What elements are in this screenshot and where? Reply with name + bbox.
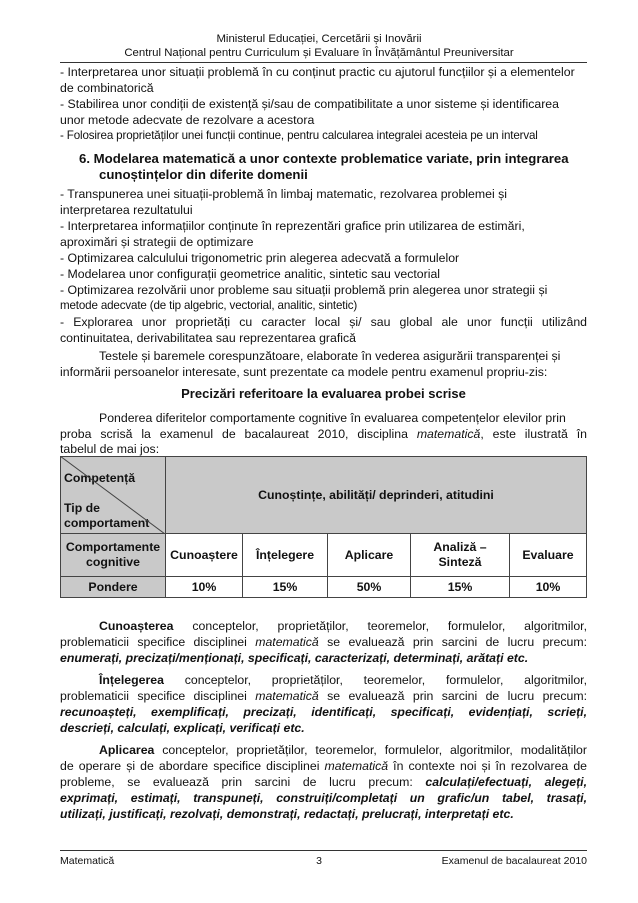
column-header: Aplicare (328, 534, 411, 577)
column-header: Evaluare (510, 534, 587, 577)
section6-item-line: interpretarea rezultatului (60, 203, 193, 217)
application-paragraph-line: probleme, se evaluează prin sarcini de lucru precum: calculați/efectuați, alegeți, (60, 775, 588, 789)
understanding-paragraph-line: problematicii specifice disciplinei matematică se evaluează prin sarcini de lucru precum: (60, 689, 588, 703)
section-6-title-cont: cunoștințelor din diferite domenii (99, 167, 308, 182)
column-header: Înțelegere (243, 534, 328, 577)
understanding-verbs-line: descrieți, calculați, explicați, verificați etc. (60, 721, 305, 735)
weight-paragraph-line: Ponderea diferitelor comportamente cognitive în evaluarea competențelor elevilor prin (99, 411, 566, 425)
column-header: Analiză – Sinteză (411, 534, 510, 577)
header-ministry: Ministerul Educației, Cercetării și Inovării (216, 33, 422, 45)
evaluation-subheading: Precizări referitoare la evaluarea probei scrise (181, 386, 466, 401)
header-rule (60, 62, 587, 63)
intro-item-line: - Folosirea proprietăților unei funcții continue, pentru calcularea integralei acesteia pe un interval (60, 129, 538, 142)
understanding-paragraph-line: Înțelegerea conceptelor, proprietăților, teoremelor, formulelor, algoritmilor, (99, 673, 587, 687)
knowledge-paragraph-line: problematicii specifice disciplinei matematică se evaluează prin sarcini de lucru precum: (60, 635, 588, 649)
weight-cell: 15% (243, 577, 328, 598)
tests-paragraph-line: Testele și baremele corespunzătoare, elaborate în vederea asigurării transparenței și (99, 349, 561, 363)
tests-paragraph-line: informării persoanelor interesate, sunt prezentate ca modele pentru examenul propriu-zis: (60, 365, 548, 379)
weight-cell: 10% (166, 577, 243, 598)
section6-item-line: - Explorarea unor proprietăți cu caracter local și/ sau global ale unor funcții utilizând (60, 315, 587, 329)
table-header-span: Cunoștințe, abilități/ deprinderi, atitudini (166, 457, 587, 534)
intro-item-line: de combinatorică (60, 81, 154, 95)
weight-cell: 50% (328, 577, 411, 598)
application-paragraph-line: Aplicarea conceptelor, proprietăților, teoremelor, formulelor, algoritmilor, modalităților (99, 743, 587, 757)
weight-cell: 15% (411, 577, 510, 598)
row-label-cognitive: Comportamente cognitive (61, 534, 166, 577)
section6-item-line: - Optimizarea calculului trigonometric prin alegerea adecvată a formulelor (60, 251, 460, 265)
section6-item-line: - Interpretarea informațiilor conținute în reprezentări grafice prin utilizarea de estimări, (60, 219, 525, 233)
footer-exam-name: Examenul de bacalaureat 2010 (441, 855, 587, 867)
row-label-weight: Pondere (61, 577, 166, 598)
corner-competence-label: Competență (64, 471, 136, 485)
header-center: Centrul Național pentru Curriculum și Evaluare în Învățământul Preuniversitar (124, 47, 514, 59)
section-6-title: 6. Modelarea matematică a unor contexte problematice variate, prin integrarea (79, 151, 569, 166)
section6-item-line: - Optimizarea rezolvării unor probleme sau situații problemă prin alegerea unor strategii și (60, 283, 548, 297)
understanding-verbs-line: recunoașteți, exemplificați, precizați, identificați, specificați, evidențiați, scrieți, (60, 705, 587, 719)
footer-page-number: 3 (316, 855, 322, 867)
intro-item-line: - Stabilirea unor condiții de existență și/sau de compatibilitate a unor sisteme și identificarea (60, 97, 559, 111)
footer-rule (60, 850, 587, 851)
section6-item-line: - Modelarea unor configurații geometrice analitic, sintetic sau vectorial (60, 267, 441, 281)
section6-item-line: metode adecvate (de tip algebric, vectorial, analitic, sintetic) (60, 299, 358, 312)
knowledge-paragraph-line: Cunoașterea conceptelor, proprietăților, teoremelor, formulelor, algoritmilor, (99, 619, 588, 633)
column-header: Cunoaștere (166, 534, 243, 577)
intro-item-line: unor metode adecvate de rezolvare a acestora (60, 113, 315, 127)
application-paragraph-line: de operare și de abordare specifice disciplinei matematică în contexte noi și în rezolvarea de (60, 759, 587, 773)
weight-paragraph-line: tabelul de mai jos: (60, 442, 160, 456)
corner-behavior-label: Tip de comportament (64, 501, 150, 530)
knowledge-verbs-line: enumerați, precizați/menționați, specificați, caracterizați, determinați, arătați etc. (60, 651, 529, 665)
application-verbs-line: exprimați, estimați, transpuneți, construiți/completați un grafic/un tabel, trasați, (60, 791, 587, 805)
weight-cell: 10% (510, 577, 587, 598)
weight-paragraph-line: proba scrisă la examenul de bacalaureat 2010, disciplina matematică, este ilustrată în (60, 427, 587, 441)
section6-item-line: - Transpunerea unei situații-problemă în limbaj matematic, rezolvarea problemei și (60, 187, 507, 201)
intro-item-line: - Interpretarea unor situații problemă în cu conținut practic cu ajutorul funcțiilor și a elementelor (60, 65, 575, 79)
section6-item-line: continuitatea, derivabilitatea sau reprezentarea grafică (60, 331, 356, 345)
corner-diagonal-line (60, 456, 165, 534)
footer-subject: Matematică (60, 855, 115, 867)
section6-item-line: aproximări și strategii de optimizare (60, 235, 254, 249)
application-verbs-line: utilizați, justificați, rezolvați, demonstrați, redactați, prelucrați, interpretați etc. (60, 807, 514, 821)
